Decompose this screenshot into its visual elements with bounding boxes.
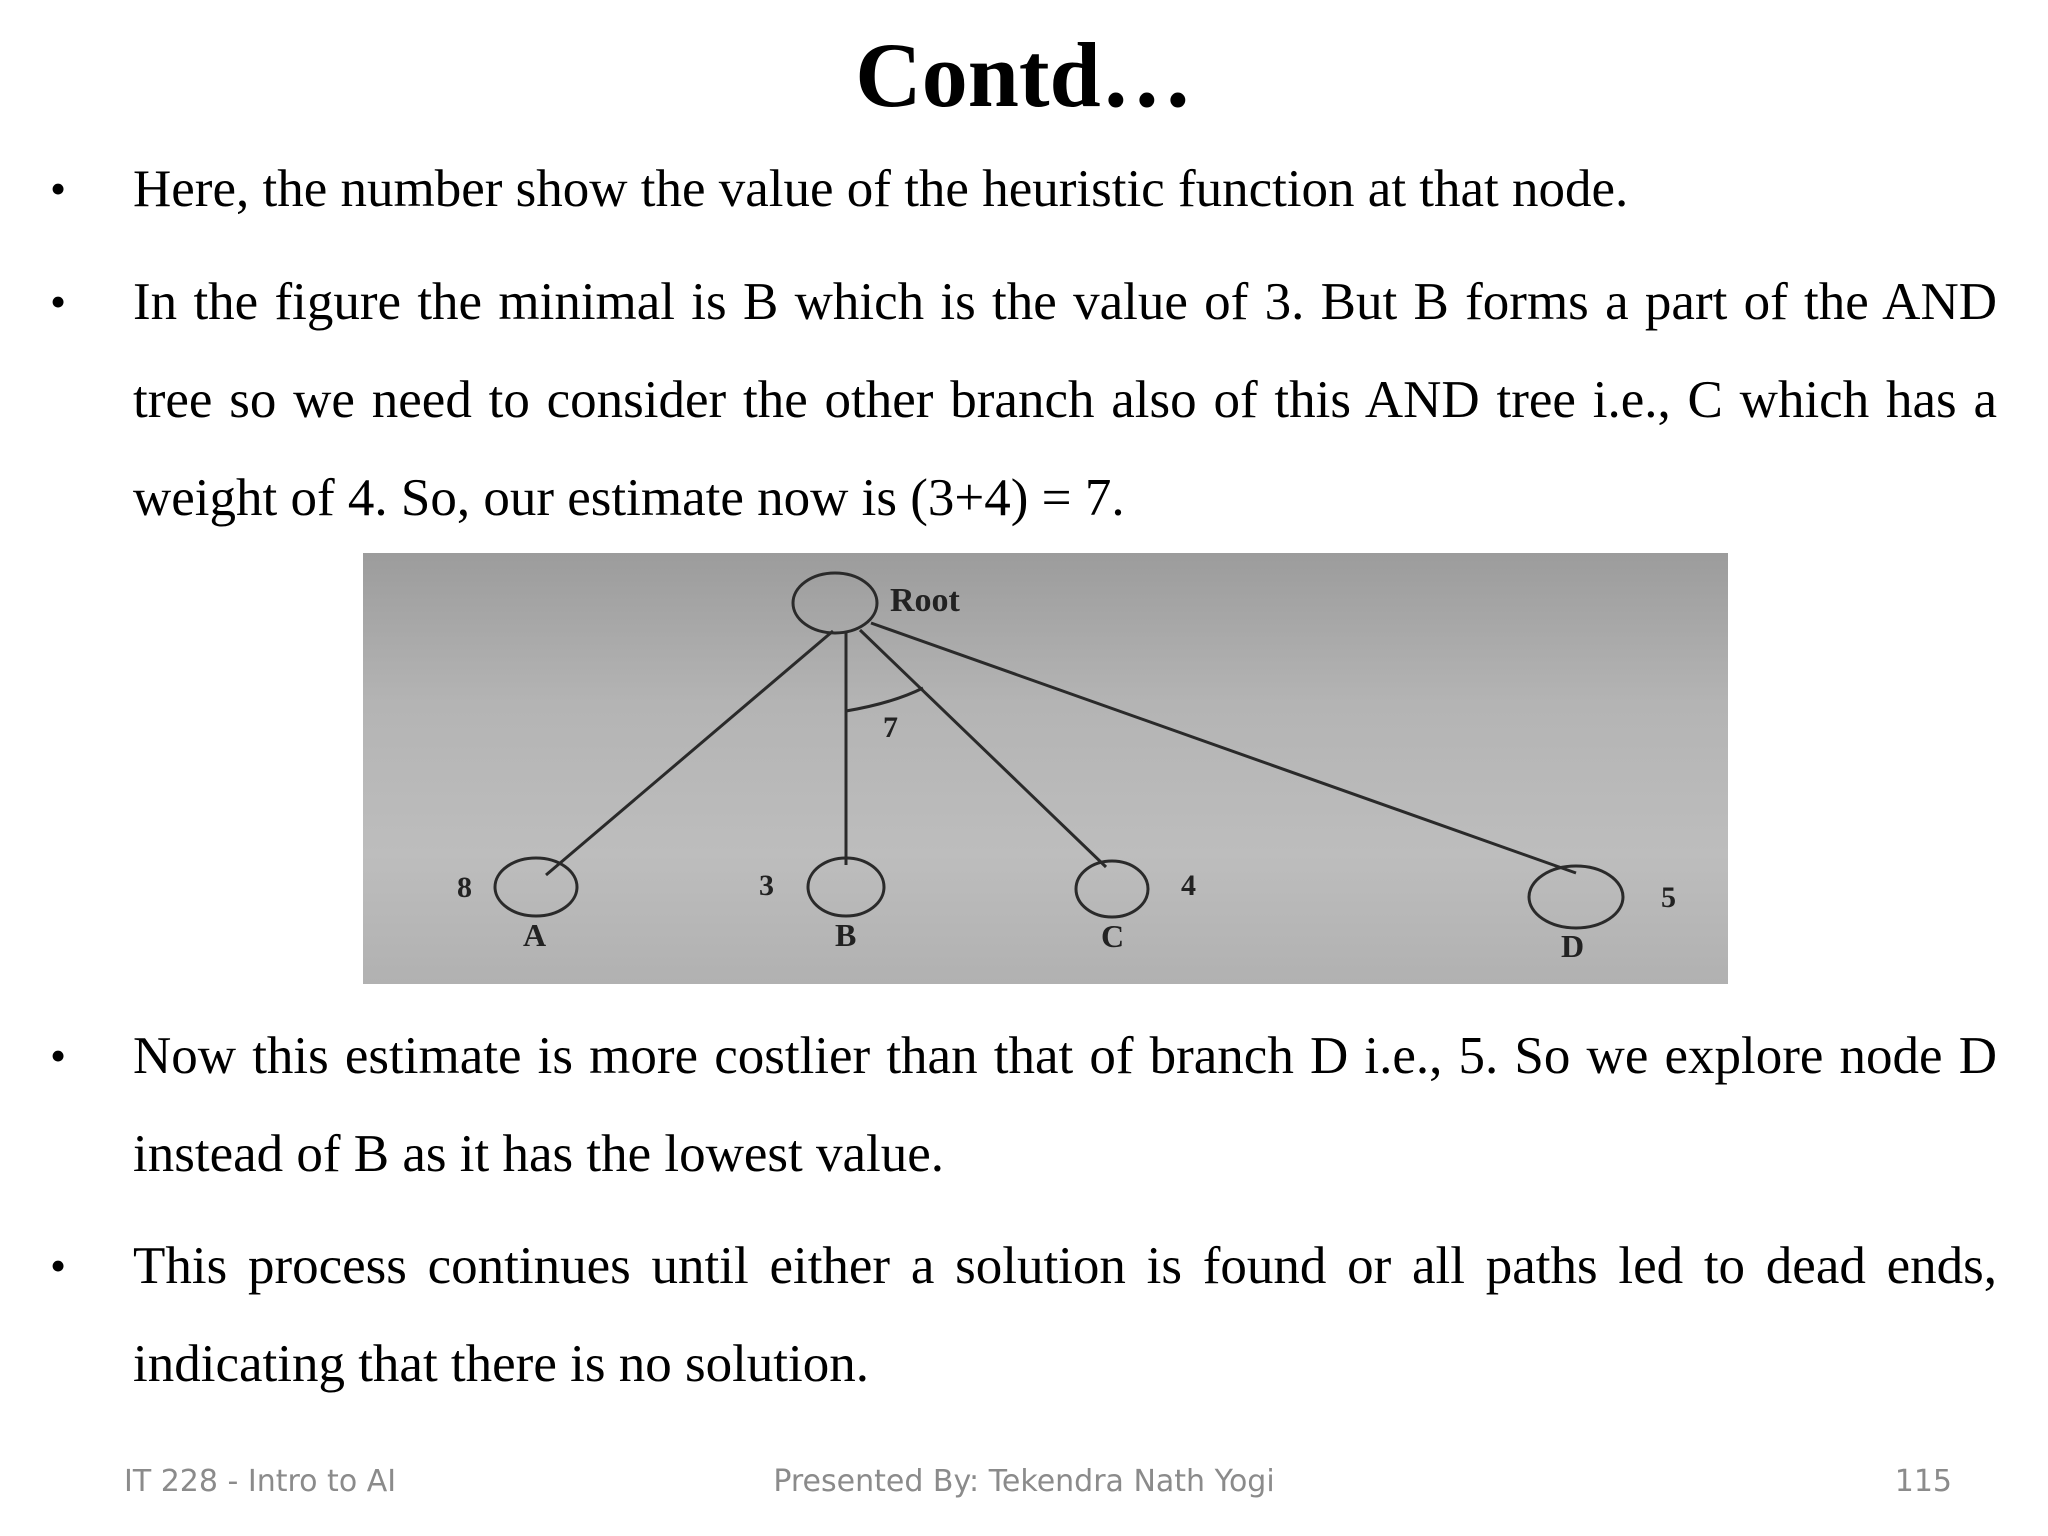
footer-presenter: Presented By: Tekendra Nath Yogi	[773, 1464, 1275, 1499]
root-label: Root	[890, 582, 960, 619]
bullet-text: Now this estimate is more costlier than that of branch D i.e., 5. So we explore node D instead of B as it has the lowest value.	[133, 1027, 1997, 1183]
node-label-c: C	[1101, 918, 1125, 954]
bullet-text: Here, the number show the value of the heuristic function at that node.	[133, 160, 1629, 218]
bullet-text: In the figure the minimal is B which is the value of 3. But B forms a part of the AND tree so we need to consider the other branch also of this AND tree i.e., C which has a weight of 4. So, our estimate now is (3+4) = 7.	[133, 273, 1997, 527]
page-number: 115	[1894, 1464, 1952, 1499]
edge-root-a	[546, 631, 833, 875]
node-label-b: B	[835, 917, 857, 953]
bullet-marker: •	[50, 276, 67, 327]
edge-root-d	[871, 623, 1576, 873]
node-b	[808, 858, 884, 916]
node-value-b: 3	[759, 869, 774, 902]
slide-title: Contd…	[855, 24, 1193, 126]
node-value-a: 8	[457, 871, 472, 904]
bullet-marker: •	[50, 1240, 67, 1291]
bullet-marker: •	[50, 1030, 67, 1081]
edge-root-c	[860, 630, 1106, 867]
footer-course: IT 228 - Intro to AI	[124, 1464, 397, 1499]
tree-diagram	[363, 553, 1728, 984]
and-arc	[846, 688, 923, 711]
bullet-text: This process continues until either a solution is found or all paths led to dead ends, indicating that there is no solution.	[133, 1237, 1997, 1393]
node-a	[495, 858, 577, 916]
node-c	[1076, 861, 1148, 917]
bullet-marker: •	[50, 163, 67, 214]
node-value-c: 4	[1181, 869, 1196, 902]
node-d	[1529, 866, 1623, 928]
and-or-tree-figure	[363, 553, 1728, 984]
node-label-d: D	[1561, 928, 1585, 964]
node-value-d: 5	[1661, 881, 1676, 914]
node-root	[793, 573, 877, 633]
node-label-a: A	[523, 917, 547, 953]
and-arc-value: 7	[883, 711, 898, 744]
